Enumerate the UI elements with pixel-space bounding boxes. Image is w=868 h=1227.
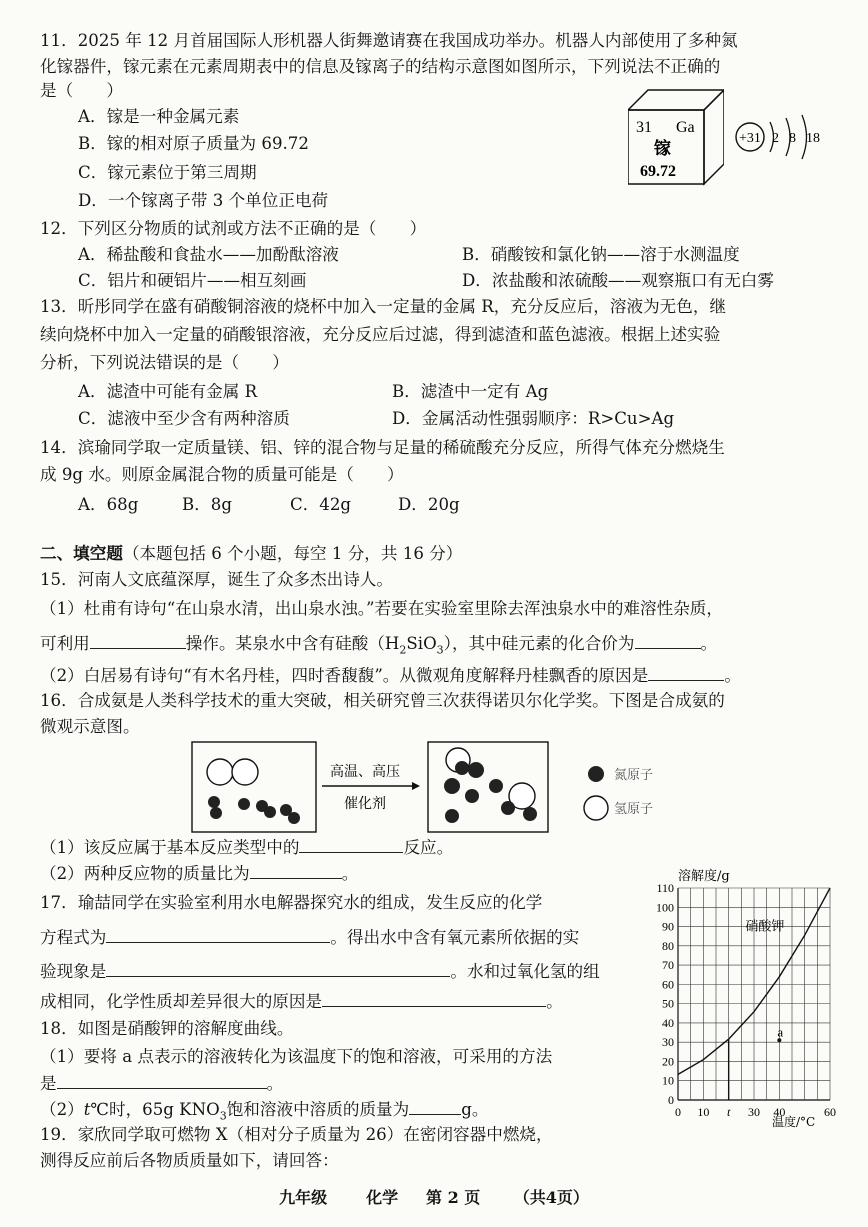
q12-stem: 12．下列区分物质的试剂或方法不正确的是（ ） [40, 219, 427, 238]
q18-blank-2[interactable] [409, 1098, 461, 1115]
q11-option-c: C．镓元素位于第三周期 [78, 163, 257, 182]
y-axis-label: 溶解度/g [678, 869, 730, 884]
q11-stem-3: 是（ ） [40, 81, 123, 100]
y-tick-label: 0 [668, 1093, 674, 1107]
q16-stem-1: 16．合成氨是人类科学技术的重大突破，相关研究曾三次获得诺贝尔化学奖。下图是合成氨的 [40, 691, 725, 710]
y-tick-label: 10 [662, 1073, 674, 1088]
q14-stem-2: 成 9g 水。则原金属混合物的质量可能是（ ） [40, 465, 404, 484]
q12-option-b: B．硝酸铵和氯化钠——溶于水测温度 [462, 245, 740, 264]
q17-line1: 17．瑜喆同学在实验室利用水电解器探究水的组成，发生反应的化学 [40, 893, 543, 912]
q16-stem-2: 微观示意图。 [40, 717, 140, 736]
shell-2-electrons: 8 [789, 131, 796, 146]
condition-top: 高温、高压 [330, 764, 400, 780]
q13-stem-1: 13．昕彤同学在盛有硝酸铜溶液的烧杯中加入一定量的金属 R，充分反应后，溶液为无色，继 [40, 297, 727, 316]
q11-stem-1: 11．2025 年 12 月首届国际人形机器人街舞邀请赛在我国成功举办。机器人内部使用了多种氮 [40, 31, 738, 50]
q14-stem-1: 14．滨瑜同学取一定质量镁、铝、锌的混合物与足量的稀硫酸充分反应，所得气体充分燃烧生 [40, 438, 725, 457]
q17-blank-3[interactable] [322, 990, 546, 1007]
ammonia-synthesis-diagram [190, 738, 660, 836]
element-symbol: Ga [676, 119, 695, 136]
q15-blank-1[interactable] [90, 632, 186, 649]
q13-option-c: C．滤液中至少含有两种溶质 [78, 409, 290, 428]
q18-part1-line1: （1）要将 a 点表示的溶液转化为该温度下的饱和溶液，可采用的方法 [40, 1047, 553, 1066]
y-tick-label: 40 [662, 1015, 674, 1030]
y-tick-label: 60 [662, 977, 674, 992]
q15-part2: （2）白居易有诗句“有木名丹桂，四时香馥馥”。从微观角度解释丹桂飘香的原因是 。 [40, 666, 741, 685]
q17-line3: 验现象是 。水和过氧化氢的组 [40, 962, 600, 981]
q18-blank-1[interactable] [57, 1072, 267, 1089]
q15-stem: 15．河南人文底蕴深厚，诞生了众多杰出诗人。 [40, 570, 393, 589]
q13-option-b: B．滤渣中一定有 Ag [392, 382, 549, 401]
q17-blank-1[interactable] [106, 926, 330, 943]
q17-blank-2[interactable] [106, 960, 450, 977]
y-tick-label: 20 [662, 1054, 674, 1069]
q12-option-c: C．铝片和硬铝片——相互刻画 [78, 271, 307, 290]
x-tick-label: t [726, 1105, 731, 1119]
q12-option-a: A．稀盐酸和食盐水——加酚酞溶液 [78, 245, 339, 264]
q17-line4: 成相同，化学性质却差异很大的原因是 。 [40, 992, 563, 1011]
q15-part1-line1: （1）杜甫有诗句“在山泉水清，出山泉水浊。”若要在实验室里除去浑浊泉水中的难溶性杂质， [40, 599, 723, 618]
atomic-mass: 69.72 [640, 163, 676, 180]
q18-part2: （2）t℃时，65g $KNO_3$饱和溶液中溶质的质量为 g。 [40, 1100, 489, 1123]
gallium-ion-structure-diagram [734, 112, 834, 162]
legend-nitrogen-atom [588, 766, 604, 782]
q13-option-a: A．滤渣中可能有金属 R [78, 382, 258, 401]
x-tick-label: 40 [773, 1105, 786, 1119]
q18-part1-line2: 是 。 [40, 1074, 284, 1093]
shell-3-electrons: 18 [806, 131, 820, 146]
q11-stem-2: 化镓器件，镓元素在元素周期表中的信息及镓离子的结构示意图如图所示，下列说法不正确的 [40, 57, 721, 76]
element-name: 镓 [654, 139, 671, 159]
y-tick-label: 110 [656, 881, 674, 895]
footer-subject: 化学 [366, 1188, 399, 1207]
x-tick-label: 30 [748, 1105, 760, 1119]
q16-part2: （2）两种反应物的质量比为 。 [40, 864, 359, 883]
y-tick-label: 100 [656, 900, 674, 915]
y-tick-label: 80 [662, 938, 674, 953]
q18-stem: 18．如图是硝酸钾的溶解度曲线。 [40, 1019, 294, 1038]
point-a-label: a [777, 1024, 784, 1040]
y-tick-label: 90 [662, 919, 674, 934]
section-note: （本题包括 6 个小题，每空 1 分，共 16 分） [122, 544, 463, 563]
legend-hydrogen-atom [584, 796, 608, 820]
shell-1-electrons: 2 [772, 131, 779, 146]
legend-hydrogen-label: 氢原子 [614, 802, 654, 817]
q13-stem-3: 分析，下列说法错误的是（ ） [40, 353, 289, 372]
q16-part1: （1）该反应属于基本反应类型中的 反应。 [40, 838, 454, 857]
q14-option-a: A．68g [78, 495, 139, 514]
y-tick-labels [656, 881, 674, 1107]
q14-option-d: D．20g [398, 495, 460, 514]
q15-part1-line2: 可利用 操作。某泉水中含有硅酸$(H_2SiO_3)$，其中硅元素的化合价为 。 [40, 634, 718, 657]
y-tick-label: 30 [662, 1035, 674, 1050]
section-title: 二、填空题 [40, 543, 123, 563]
q19-line1: 19．家欣同学取可燃物 X（相对分子质量为 26）在密闭容器中燃烧， [40, 1125, 553, 1144]
y-tick-label: 50 [662, 996, 674, 1011]
periodic-table-cell-gallium [628, 88, 724, 186]
q15-blank-3[interactable] [648, 664, 724, 681]
footer-total: （共4页） [513, 1188, 589, 1207]
q11-option-b: B．镓的相对原子质量为 69.72 [78, 134, 309, 153]
x-tick-label: 60 [824, 1105, 836, 1119]
nucleus-charge: +31 [739, 131, 761, 146]
q11-option-d: D．一个镓离子带 3 个单位正电荷 [78, 191, 329, 210]
q17-line2: 方程式为 。得出水中含有氧元素所依据的实 [40, 928, 580, 947]
q11-option-a: A．镓是一种金属元素 [78, 107, 240, 126]
condition-bottom: 催化剂 [344, 796, 386, 812]
q14-option-b: B．8g [182, 495, 232, 514]
q12-option-d: D．浓盐酸和浓硫酸——观察瓶口有无白雾 [462, 271, 774, 290]
x-tick-label: 10 [697, 1105, 710, 1119]
legend-nitrogen-label: 氮原子 [614, 768, 654, 783]
q14-option-c: C．42g [290, 495, 352, 514]
q16-blank-2[interactable] [250, 862, 342, 879]
q19-line2: 测得反应前后各物质质量如下，请回答： [40, 1151, 339, 1170]
y-tick-label: 70 [662, 958, 674, 973]
q15-blank-2[interactable] [635, 632, 701, 649]
footer-grade: 九年级 [279, 1188, 328, 1207]
series-label: 硝酸钾 [745, 919, 785, 935]
x-axis-label: 温度/°C [772, 1115, 816, 1129]
q16-blank-1[interactable] [299, 836, 403, 853]
x-tick-label: 0 [675, 1105, 681, 1119]
atomic-number: 31 [636, 119, 652, 136]
footer-page: 第 2 页 [426, 1188, 481, 1207]
q13-option-d: D．金属活动性强弱顺序：R>Cu>Ag [392, 409, 675, 428]
page-footer [0, 1185, 868, 1208]
q13-stem-2: 续向烧杯中加入一定量的硝酸银溶液，充分反应后过滤，得到滤渣和蓝色滤液。根据上述实验 [40, 325, 721, 344]
solubility-curve-chart [640, 868, 840, 1130]
section-heading [40, 542, 462, 565]
